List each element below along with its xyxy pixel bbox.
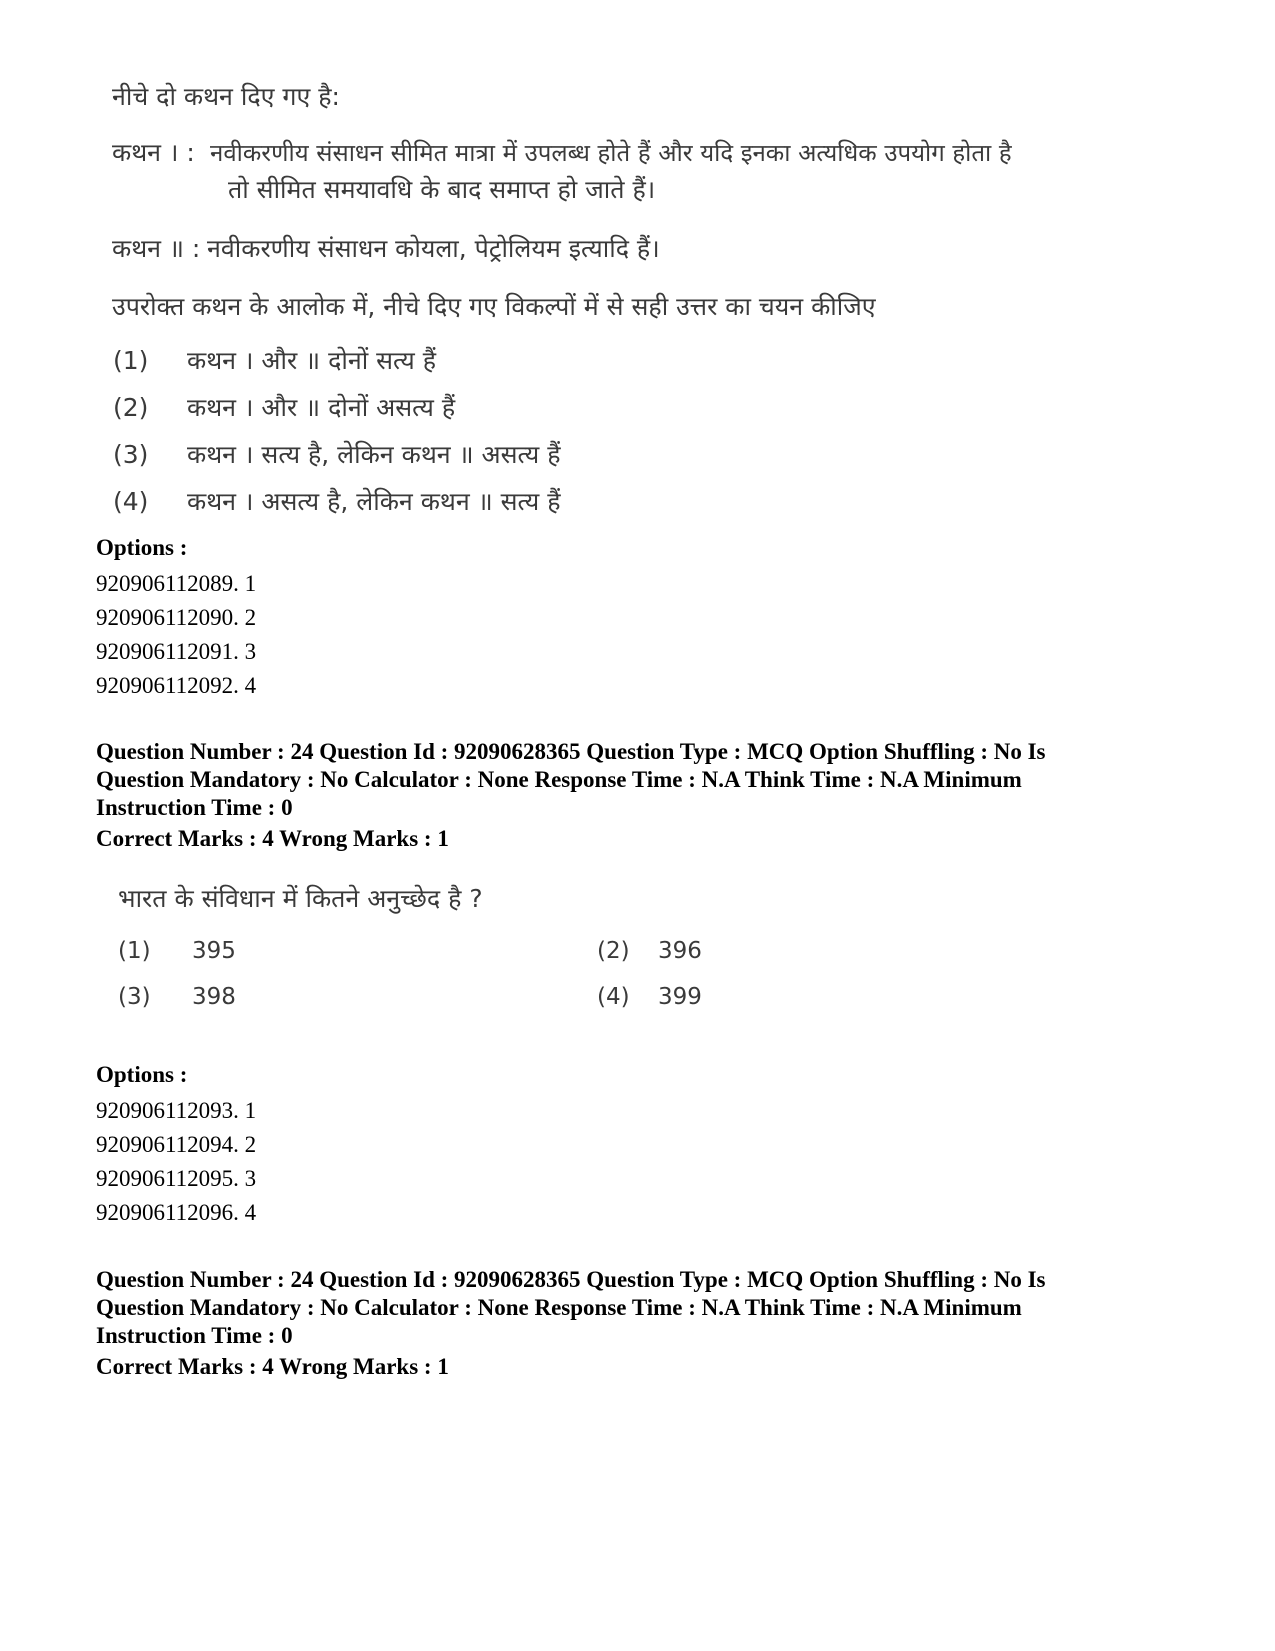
q2-choice-num: (3) <box>118 984 151 1010</box>
q2-choice-num: (4) <box>597 984 630 1010</box>
q2-options-list <box>96 1094 256 1230</box>
q2-meta-line1: Question Number : 24 Question Id : 92090628365 Question Type : MCQ Option Shuffling : No Is <box>96 739 1046 764</box>
option-id-item: 920906112096. 4 <box>96 1200 257 1225</box>
q1-choice-text: कथन । सत्य है, लेकिन कथन ॥ असत्य हैं <box>187 440 561 469</box>
q1-statement1-line1: नवीकरणीय संसाधन सीमित मात्रा में उपलब्ध होते हैं और यदि इनका अत्यधिक उपयोग होता है <box>210 139 1012 167</box>
option-id-item: 920906112092. 4 <box>96 673 257 698</box>
q1-statement1-line2: तो सीमित समयावधि के बाद समाप्त हो जाते हैं। <box>228 175 656 204</box>
q3-meta-line3: Instruction Time : 0 <box>96 1323 293 1348</box>
option-id-item: 920906112093. 1 <box>96 1098 257 1123</box>
q1-intro: नीचे दो कथन दिए गए है: <box>112 82 340 111</box>
option-id-item: 920906112095. 3 <box>96 1166 257 1191</box>
q3-meta-line2: Question Mandatory : No Calculator : None Response Time : N.A Think Time : N.A Minimum <box>96 1295 1022 1320</box>
q3-marks: Correct Marks : 4 Wrong Marks : 1 <box>96 1354 449 1379</box>
q2-meta <box>96 738 1046 822</box>
option-id-item: 920906112094. 2 <box>96 1132 257 1157</box>
q2-options-heading: Options : <box>96 1062 188 1087</box>
option-id-item: 920906112090. 2 <box>96 605 257 630</box>
q1-instruction: उपरोक्त कथन के आलोक में, नीचे दिए गए विकल्पों में से सही उत्तर का चयन कीजिए <box>112 292 876 321</box>
q2-meta-line2: Question Mandatory : No Calculator : None Response Time : N.A Think Time : N.A Minimum <box>96 767 1022 792</box>
q2-meta-line3: Instruction Time : 0 <box>96 795 293 820</box>
q2-choice-num: (2) <box>597 938 630 964</box>
q2-marks: Correct Marks : 4 Wrong Marks : 1 <box>96 826 449 851</box>
q2-choice-text: 395 <box>192 938 236 964</box>
q1-choice-num: (4) <box>113 487 149 516</box>
q1-choice-text: कथन । और ॥ दोनों असत्य हैं <box>187 393 456 422</box>
q1-statement2-text: नवीकरणीय संसाधन कोयला, पेट्रोलियम इत्यादि हैं। <box>207 234 660 263</box>
q1-statement1-label: कथन । : <box>112 138 195 167</box>
q1-choice-num: (1) <box>113 346 149 375</box>
q3-meta-line1: Question Number : 24 Question Id : 92090628365 Question Type : MCQ Option Shuffling : No Is <box>96 1267 1046 1292</box>
q1-choice-text: कथन । असत्य है, लेकिन कथन ॥ सत्य हैं <box>187 487 561 516</box>
q2-question: भारत के संविधान में कितने अनुच्छेद है ? <box>118 884 483 913</box>
q2-choice-text: 398 <box>192 984 236 1010</box>
q1-statement2-label: कथन ॥ : <box>112 234 201 263</box>
q3-meta <box>96 1266 1046 1350</box>
q1-choice-num: (3) <box>113 440 149 469</box>
option-id-item: 920906112091. 3 <box>96 639 257 664</box>
q1-options-heading: Options : <box>96 535 188 560</box>
q1-choice-num: (2) <box>113 393 149 422</box>
q2-choice-text: 396 <box>658 938 702 964</box>
option-id-item: 920906112089. 1 <box>96 571 257 596</box>
q1-choice-text: कथन । और ॥ दोनों सत्य हैं <box>187 346 437 375</box>
q2-choice-num: (1) <box>118 938 151 964</box>
q1-options-list <box>96 567 256 703</box>
q2-choice-text: 399 <box>658 984 702 1010</box>
